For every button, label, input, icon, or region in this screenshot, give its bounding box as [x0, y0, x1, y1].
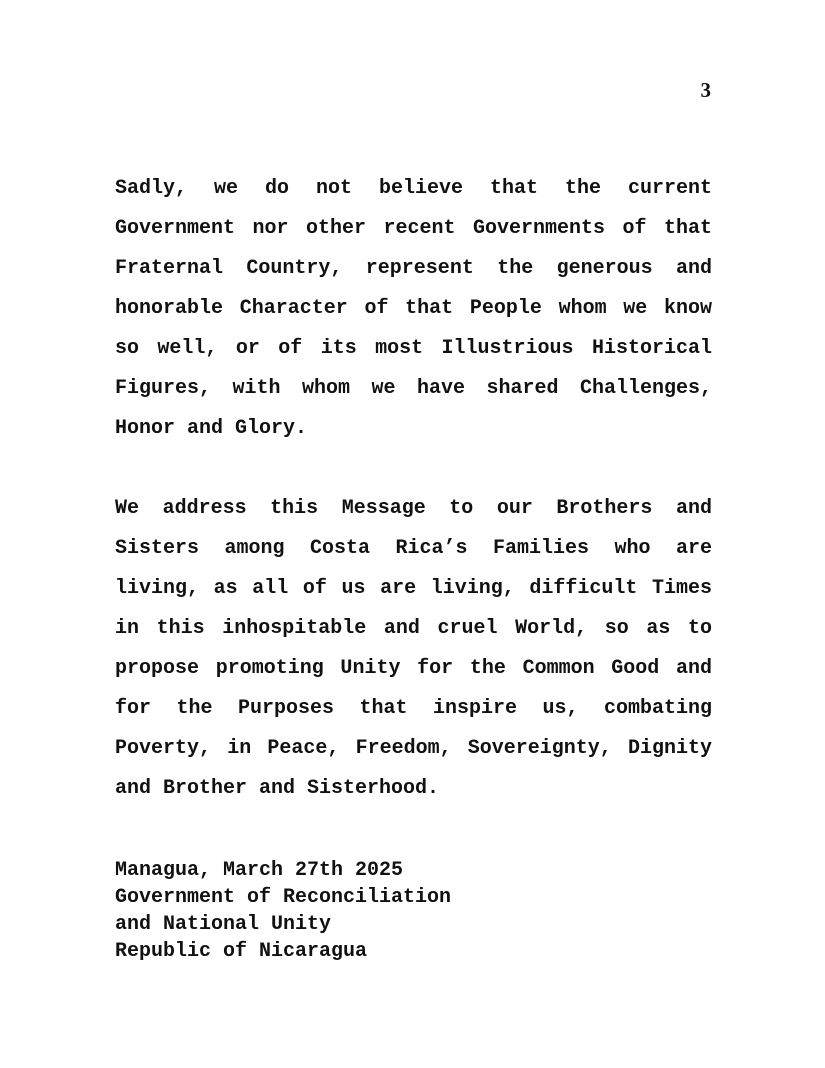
signature-line-2: and National Unity [115, 913, 332, 936]
signature-line-1: Government of Reconciliation [115, 886, 452, 909]
paragraph-1: Sadly, we do not believe that the current Government nor other recent Governments of that Fraternal Country, represent the generous and honorable Character of that People whom we know so well, or of its most Illustrious Historical Figures, with whom we have shared Challenges, Honor and Glory. [115, 177, 712, 440]
page-number: 3 [700, 78, 711, 102]
paragraph-2: We address this Message to our Brothers and Sisters among Costa Rica’s Families who are living, as all of us are living, difficult Times in this inhospitable and cruel World, so as to propose promoting Unity for the Common Good and for the Purposes that inspire us, combating Poverty, in Peace, Freedom, Sovereignty, Dignity and Brother and Sisterhood. [115, 497, 712, 800]
signature-line-3: Republic of Nicaragua [115, 940, 368, 963]
signature-place-date: Managua, March 27th 2025 [115, 859, 404, 882]
signature-block [115, 857, 451, 965]
